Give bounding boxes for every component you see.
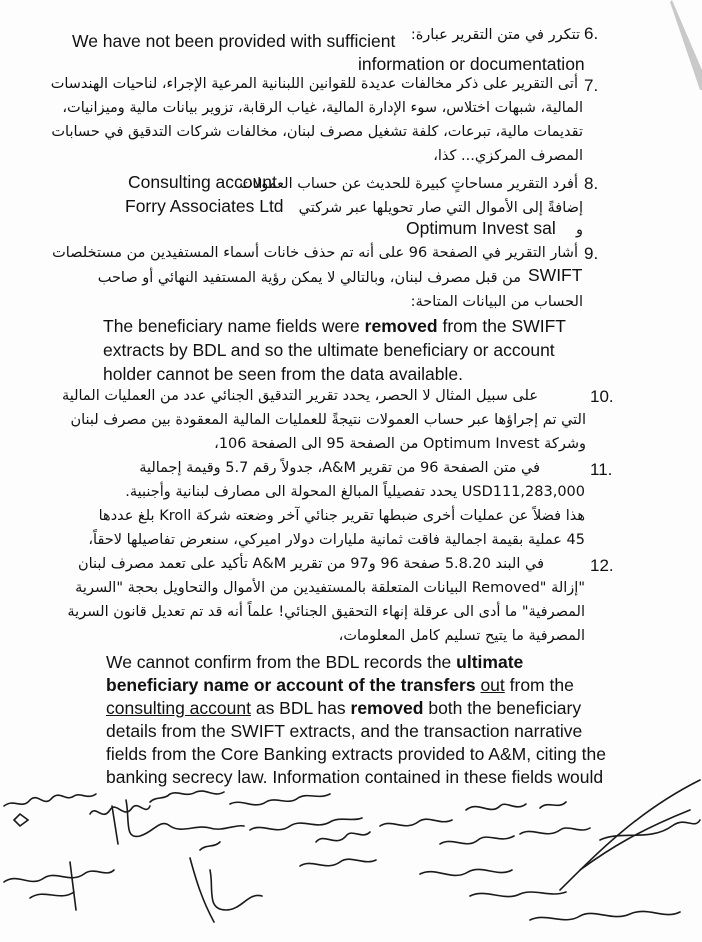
quote-9-line-1: The beneficiary name fields were removed from the SWIFT: [103, 316, 566, 336]
item-7-line-4: المصرف المركزي... كذا،: [433, 148, 583, 164]
item-9-line-3: الحساب من البيانات المتاحة:: [410, 294, 583, 310]
signatures-area: [0, 770, 702, 942]
signature-1: [4, 794, 96, 826]
item-9-line-1: أشار التقرير في الصفحة 96 على أنه تم حذف خانات أسماء المستفيدين من مستخلصات: [52, 245, 578, 261]
quote-12-line-6: banking secrecy law. Information contained in these fields would: [106, 767, 604, 787]
item-7-line-1: أتى التقرير على ذكر مخالفات عديدة للقوانين اللبنانية المرعية الإجراء، لناحيات الهندسات: [50, 76, 578, 92]
quote-9-line-3: holder cannot be seen from the data available.: [103, 364, 463, 384]
forry-associates: Forry Associates Ltd: [125, 196, 284, 216]
item-12-line-1: في البند 5.8.20 صفحة 96 و97 من تقرير A&M تأكيد على تعمد مصرف لبنان: [77, 556, 544, 572]
item-9-line-2: من قبل مصرف لبنان، وبالتالي لا يمكن رؤية المستفيد النهائي أو صاحب: [97, 270, 521, 286]
quote-12-line-5: fields from the Core Banking extracts provided to A&M, citing the: [106, 744, 606, 764]
quote-9-line-2: extracts by BDL and so the ultimate beneficiary or account: [103, 340, 555, 360]
item-6-line-1: تتكرر في متن التقرير عبارة:: [410, 27, 580, 43]
item-number-6: 6.: [584, 24, 599, 43]
signature-3: [230, 794, 370, 842]
item-11-line-2: USD111,283,000 يحدد تفصيلياً المبالغ المحولة الى مصارف لبنانية وأجنبية.: [125, 484, 585, 500]
item-8-line-2: إضافةً إلى الأموال التي صار تحويلها عبر شركتي: [298, 200, 583, 216]
quote-12-line-4: details from the SWIFT extracts, and the transaction narrative: [106, 721, 583, 741]
item-number-10: 10.: [590, 387, 614, 406]
item-number-12: 12.: [590, 556, 614, 575]
item-12-line-2: "إزالة "Removed البيانات المتعلقة بالمستفيدين من الأموال والتحاويل بحجة "السرية: [75, 580, 585, 596]
quote-12-line-3: consulting account as BDL has removed both the beneficiary: [106, 698, 582, 718]
signature-7: [4, 862, 114, 910]
quote-12-line-2: beneficiary name or account of the transfers out from the: [106, 675, 574, 695]
item-number-11: 11.: [590, 460, 613, 479]
signature-2: [90, 791, 244, 844]
item-10-line-3: وشركة Optimum Invest من الصفحة 95 الى الصفحة 106،: [214, 436, 586, 452]
item-8-line-1: أفرد التقرير مساحاتٍ كبيرة للحديث عن حساب العمولات: [239, 176, 578, 192]
item-7-line-2: المالية، شبهات اختلاس، سوء الإدارة المالية، غياب الرقابة، تزوير بيانات مالية وميزانيات،: [62, 100, 583, 116]
item-7-line-3: تقديمات مالية، تبرعات، كلفة تشغيل مصرف لبنان، مخالفات شركات التدقيق في حسابات: [51, 124, 583, 140]
page-edge-shadow: [662, 0, 702, 90]
item-10-line-1: على سبيل المثال لا الحصر، يحدد تقرير التدقيق الجنائي عدد من العمليات المالية: [61, 388, 538, 404]
signature-4: [300, 819, 514, 866]
item-11-line-1: في متن الصفحة 96 من تقرير A&M، جدولاً رقم 5.7 وقيمة إجمالية: [139, 460, 540, 476]
item-number-9: 9.: [584, 244, 599, 263]
item-12-line-3: المصرفية" ما أدى الى عرقلة إنهاء التحقيق الجنائي! علماً أنه قد تم تعديل قانون السرية: [67, 604, 585, 620]
consulting-account: Consulting account: [128, 172, 277, 192]
item-number-8: 8.: [584, 174, 599, 193]
item-11-line-4: 45 عملية بقيمة اجمالية فاقت ثمانية مليارات دولار اميركي، سنعرض تفاصيلها لاحقاً،: [88, 532, 585, 548]
signature-8: [190, 842, 262, 922]
quote-6-line-1: We have not been provided with sufficient: [72, 31, 396, 51]
signature-6: [560, 780, 700, 890]
item-11-line-3: هذا فضلاً عن عمليات أخرى ضبطها تقرير جنائي آخر وضعته شركة Kroll بلغ عددها: [98, 508, 585, 524]
item-8-line-3: و: [575, 222, 583, 238]
quote-6-line-2: information or documentation: [358, 54, 585, 74]
item-number-7: 7.: [584, 76, 599, 95]
optimum-invest-sal: Optimum Invest sal: [406, 218, 556, 238]
swift-label: SWIFT: [528, 265, 583, 285]
item-12-line-4: المصرفية ما يتيح تسليم كامل المعلومات،: [338, 628, 585, 644]
item-10-line-2: التي تم إجراؤها عبر حساب العمولات نتيجةً للعمليات المالية المعقودة بين مصرف لبنان: [70, 412, 586, 428]
quote-12-line-1: We cannot confirm from the BDL records the ultimate: [106, 652, 524, 672]
signature-9: [420, 869, 680, 920]
signature-5: [466, 802, 590, 834]
